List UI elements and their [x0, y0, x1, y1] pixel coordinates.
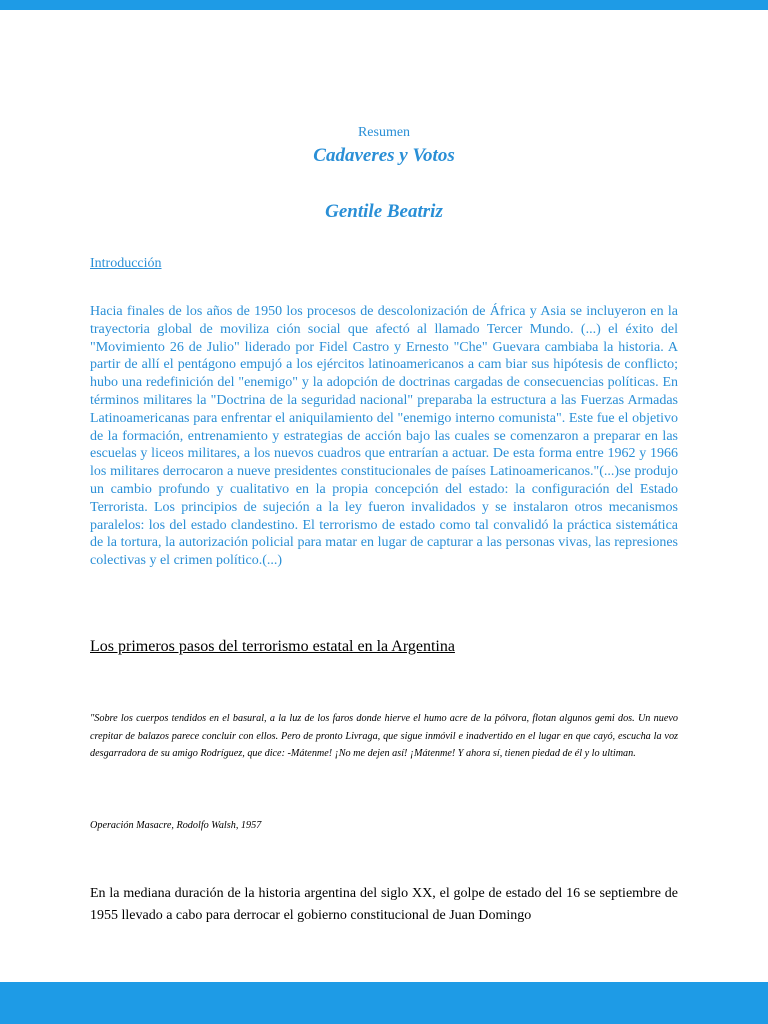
document-title: Cadaveres y Votos: [313, 145, 455, 166]
document-label: Resumen: [357, 125, 411, 140]
section-heading: Los primeros pasos del terrorismo estatal en la Argentina: [90, 638, 455, 655]
top-banner: [0, 0, 768, 10]
epigraph-citation: Operación Masacre, Rodolfo Walsh, 1957: [90, 820, 262, 831]
section-paragraph: En la mediana duración de la historia argentina del siglo XX, el golpe de estado del 16 se septiembre de 1955 llevado a cabo para derrocar el gobierno constitucional de Juan Domingo: [90, 886, 678, 923]
epigraph-quote: "Sobre los cuerpos tendidos en el basural, a la luz de los faros donde hierve el humo acre de la pólvora, flotan algunos gemi dos. Un nuevo crepitar de balazos parece concluir con ellos. Pero de pronto Livraga, que sigue inmóvil e inadvertido en el lugar en que cayó, escucha la voz desgarradora de su amigo Rodríguez, que dice: -Mátenme! ¡No me dejen así! ¡Mátenme! Y ahora sí, tienen piedad de él y lo ultiman.: [90, 713, 678, 759]
intro-heading: Introducción: [90, 256, 162, 271]
bottom-banner: [0, 982, 768, 1024]
document-author: Gentile Beatriz: [325, 201, 443, 222]
intro-paragraph: Hacia finales de los años de 1950 los procesos de descolonización de África y Asia se incluyeron en la trayectoria global de moviliza ción social que afectó al llamado Tercer Mundo. (...) el éxito del "Movimiento 26 de Julio" liderado por Fidel Castro y Ernesto "Che" Guevara cambiaba la historia. A partir de allí el pentágono empujó a los ejércitos latinoamericanos a cam biar sus hipótesis de conflicto; hubo una redefinición del "enemigo" y la adopción de doctrinas cargadas de consecuencias políticas. En términos militares la "Doctrina de la seguridad nacional" preparaba la estructura a las Fuerzas Armadas Latinoamericanas para enfrentar el aniquilamiento del "enemigo interno comunista". Este fue el objetivo de la formación, entrenamiento y estrategias de acción bajo las cuales se comenzaron a preparar en las escuelas y liceos militares, a los nuevos cuadros que entrarían a actuar. De esta forma entre 1962 y 1966 los militares derrocaron a nueve presidentes constitucionales de países Latinoamericanos."(...)se produjo un cambio profundo y cualitativo en la propia concepción del estado: la configuración del Estado Terrorista. Los principios de sujeción a la ley fueron invalidados y se instalaron otros mecanismos paralelos: los del estado clandestino. El terrorismo de estado como tal convalidó la práctica sistemática de la tortura, la autorización policial para matar en lugar de capturar a las personas vivas, las represiones colectivas y el crimen político.(...): [90, 304, 678, 569]
